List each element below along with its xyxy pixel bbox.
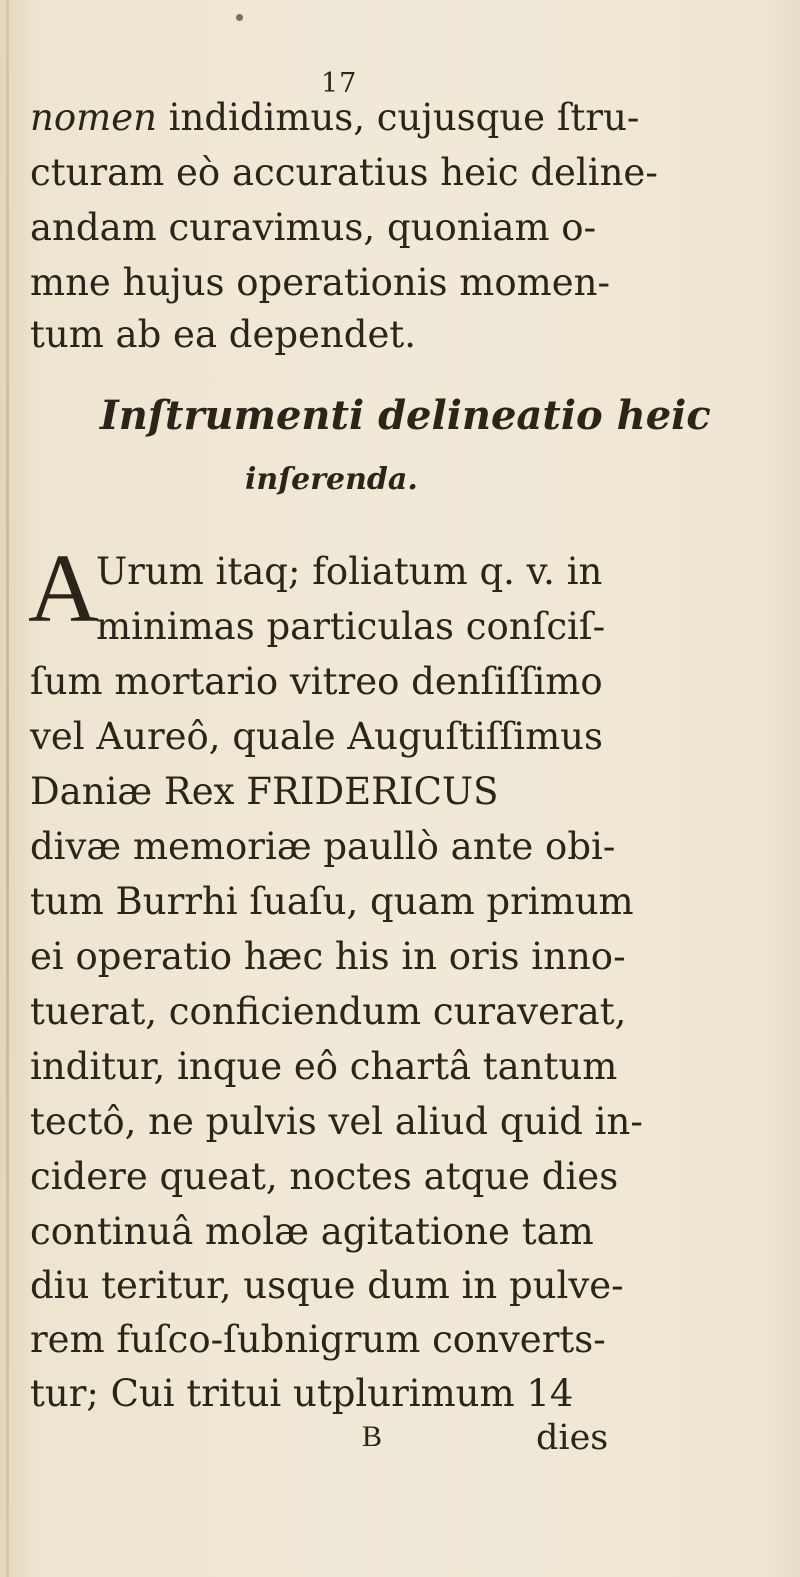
text-line: tur; Cui tritui utplurimum 14 <box>30 1372 574 1415</box>
text-line: Urum itaq; foliatum q. v. in <box>96 550 603 593</box>
page-number: 17 <box>321 68 358 99</box>
text-line: Daniæ Rex FRIDERICUS <box>30 770 499 813</box>
text-line: tectô, ne pulvis vel aliud quid in- <box>30 1100 643 1143</box>
text-line: ei operatio hæc his in oris inno- <box>30 935 626 978</box>
text-line: cturam eò accuratius heic deline- <box>30 151 658 194</box>
page-gutter-shadow <box>6 0 9 1577</box>
text-line: vel Aureô, quale Auguſtiſſimus <box>30 715 603 758</box>
italic-word: nomen <box>30 96 157 139</box>
text-line: tum Burrhi ſuaſu, quam primum <box>30 880 634 923</box>
section-subheading: inſerenda. <box>245 462 418 497</box>
text-line: rem fuſco-ſubnigrum converts- <box>30 1318 606 1361</box>
signature-mark: B <box>362 1420 383 1453</box>
text-line-rest: indidimus, cujusque ſtru- <box>156 96 640 139</box>
text-line: continuâ molæ agitatione tam <box>30 1210 594 1253</box>
text-line: ſum mortario vitreo denſiſſimo <box>30 660 603 703</box>
text-line: tuerat, conficiendum curaverat, <box>30 990 627 1033</box>
text-line: minimas particulas conſciſ- <box>96 605 606 648</box>
text-line: cidere queat, noctes atque dies <box>30 1155 619 1198</box>
text-line: mne hujus operationis momen- <box>30 261 610 304</box>
text-line <box>30 96 639 140</box>
text-line: andam curavimus, quoniam o- <box>30 206 597 249</box>
catchword: dies <box>536 1418 609 1458</box>
section-heading: Inſtrumenti delineatio heic <box>100 392 711 439</box>
text-line: tum ab ea dependet. <box>30 313 416 356</box>
ink-spot <box>236 14 243 21</box>
drop-capital: A <box>28 535 99 643</box>
text-line: inditur, inque eô chartâ tantum <box>30 1045 618 1088</box>
text-line: divæ memoriæ paullò ante obi- <box>30 825 616 868</box>
text-line: diu teritur, usque dum in pulve- <box>30 1264 624 1307</box>
